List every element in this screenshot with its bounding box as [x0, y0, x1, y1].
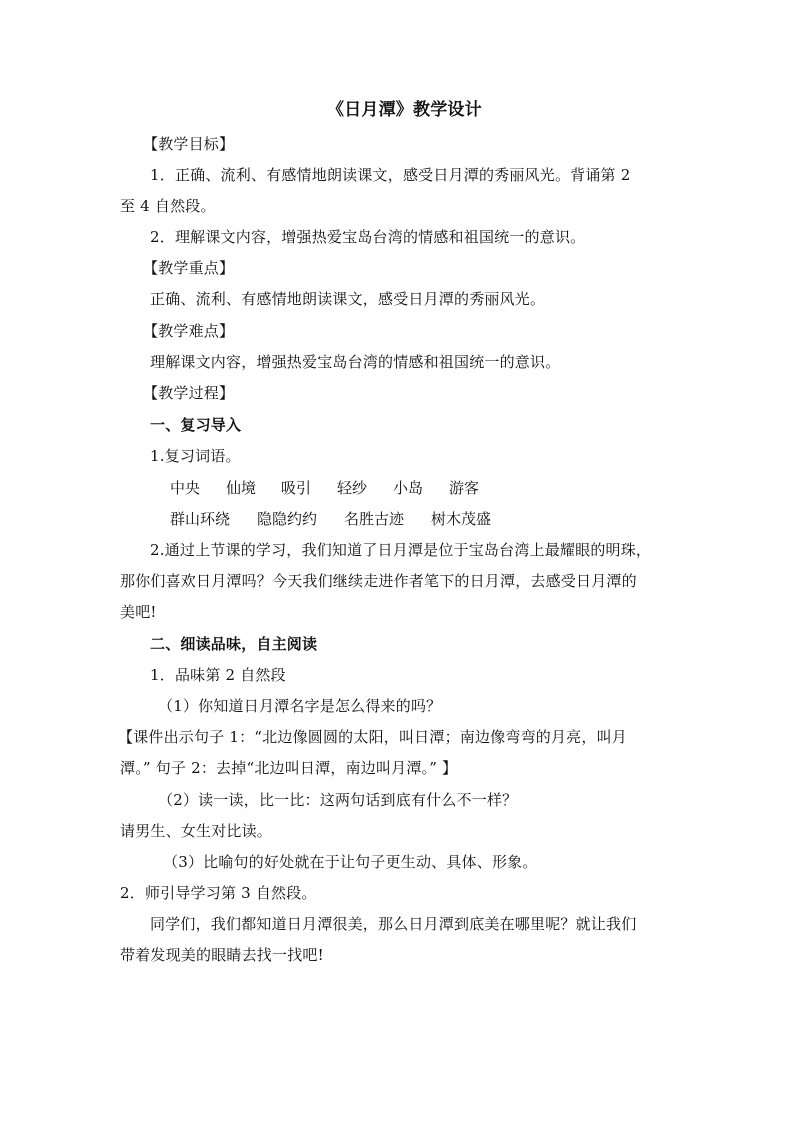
key-heading: 【教学重点】: [143, 259, 235, 277]
words-row-1: [170, 478, 510, 498]
word-item: 仙境: [226, 479, 257, 497]
word-item: 轻纱: [337, 479, 368, 497]
question-1: （1）你知道日月潭名字是怎么得来的吗？: [158, 697, 442, 715]
process-heading: 【教学过程】: [143, 384, 235, 402]
objective-1-line-1: 1．正确、流利、有感情地朗读课文，感受日月潭的秀丽风光。背诵第 2: [150, 166, 631, 184]
word-item: 名胜古迹: [344, 510, 405, 528]
closing-line-1: 同学们，我们都知道日月潭很美，那么日月潭到底美在哪里呢？就让我们: [150, 915, 637, 933]
key-point: 正确、流利、有感情地朗读课文，感受日月潭的秀丽风光。: [150, 290, 546, 308]
word-item: 中央: [170, 479, 201, 497]
question-3: （3）比喻句的好处就在于让句子更生动、具体、形象。: [163, 853, 538, 871]
difficulty-heading: 【教学难点】: [143, 322, 235, 340]
part-2-heading: 二、细读品味，自主阅读: [150, 635, 318, 653]
objectives-heading: 【教学目标】: [143, 135, 235, 153]
part-1-heading: 一、复习导入: [150, 416, 242, 434]
closing-line-2: 带着发现美的眼睛去找一找吧!: [120, 946, 324, 964]
courseware-line-1: 【课件出示句子 1：“北边像圆圆的太阳，叫日潭；南边像弯弯的月亮，叫月: [118, 728, 627, 746]
intro-line-1: 2.通过上节课的学习，我们知道了日月潭是位于宝岛台湾上最耀眼的明珠，: [150, 541, 652, 559]
words-row-2: [170, 509, 510, 529]
compare-read: 请男生、女生对比读。: [120, 822, 273, 840]
difficulty: 理解课文内容，增强热爱宝岛台湾的情感和祖国统一的意识。: [150, 353, 561, 371]
objective-2: 2．理解课文内容，增强热爱宝岛台湾的情感和祖国统一的意识。: [150, 228, 586, 246]
page-title: 《日月潭》教学设计: [327, 100, 482, 120]
word-item: 群山环绕: [170, 510, 231, 528]
paragraph-3-label: 2．师引导学习第 3 自然段。: [120, 884, 317, 902]
paragraph-2-label: 1．品味第 2 自然段: [150, 666, 286, 684]
intro-line-2: 那你们喜欢日月潭吗？今天我们继续走进作者笔下的日月潭，去感受日月潭的: [120, 572, 637, 590]
word-item: 吸引: [281, 479, 312, 497]
review-words-label: 1.复习词语。: [150, 447, 241, 465]
word-item: 游客: [449, 479, 480, 497]
word-item: 隐隐约约: [257, 510, 318, 528]
word-item: 树木茂盛: [431, 510, 492, 528]
intro-line-3: 美吧!: [120, 603, 157, 621]
question-2: （2）读一读，比一比：这两句话到底有什么不一样？: [158, 791, 518, 809]
word-item: 小岛: [393, 479, 424, 497]
objective-1-line-2: 至 4 自然段。: [120, 197, 216, 215]
courseware-line-2: 潭。” 句子 2：去掉“北边叫日潭，南边叫月潭。” 】: [120, 759, 458, 777]
